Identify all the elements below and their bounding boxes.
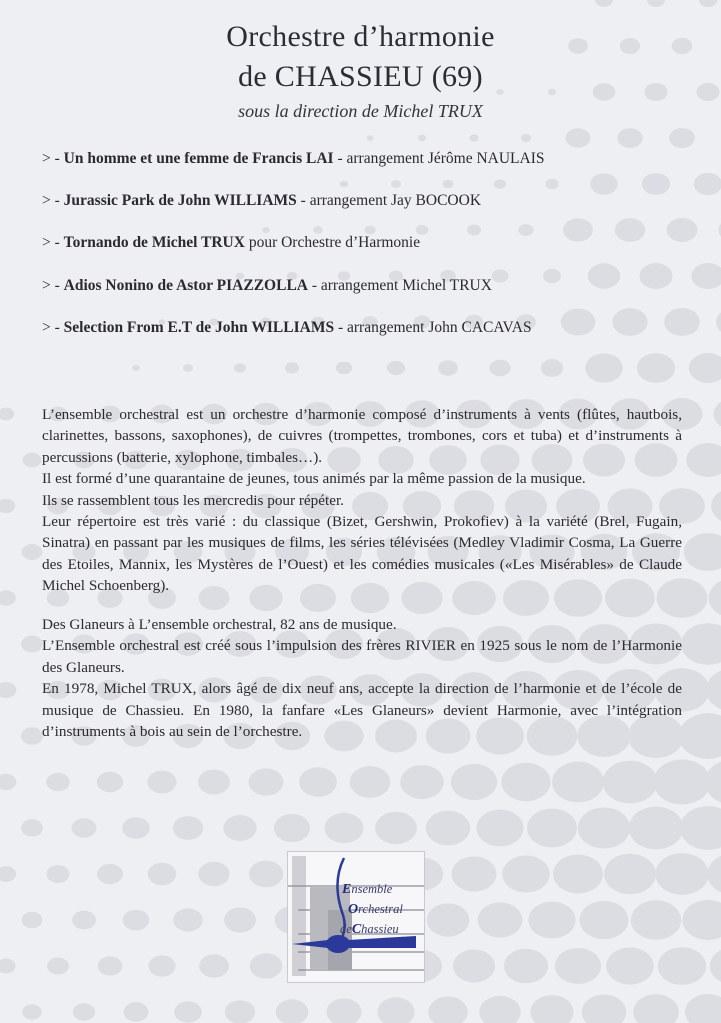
background-dot: [22, 544, 42, 560]
background-dot: [73, 1003, 95, 1020]
program-item: > - Jurassic Park de John WILLIAMS - arrangement Jay BOCOOK: [42, 192, 482, 209]
background-dot: [528, 902, 575, 939]
background-dot: [655, 853, 708, 895]
background-dot: [679, 713, 721, 759]
background-dot: [710, 947, 721, 985]
background-dot: [603, 761, 658, 804]
background-dot: [467, 225, 481, 236]
background-dot: [699, 0, 717, 7]
history-paragraph: En 1978, Michel TRUX, alors âgé de dix neuf ans, accepte la direction de l’harmonie et de l’école de musique de Chassieu. En 1980, la fanfare «Les Glaneurs» devient Harmonie, avec l’intégration d’instruments à bois au sein de l’orchestre.: [42, 680, 682, 741]
background-dot: [588, 263, 621, 288]
background-dot: [476, 810, 523, 847]
background-dot: [489, 360, 510, 377]
background-dot: [442, 180, 453, 189]
background-dot: [501, 763, 550, 801]
background-dot: [46, 865, 69, 883]
background-dot: [664, 308, 700, 336]
background-dot: [0, 499, 15, 513]
background-dot: [336, 362, 352, 375]
background-dot: [418, 135, 426, 141]
background-dot: [313, 226, 323, 233]
background-dot: [629, 807, 684, 850]
background-dot: [46, 773, 70, 791]
background-dot: [563, 218, 593, 241]
background-dot: [590, 173, 618, 195]
background-dot: [367, 135, 374, 140]
background-dot: [350, 766, 391, 798]
background-dot: [276, 999, 309, 1023]
logo-text-line1: Ensemble: [342, 882, 393, 897]
logo-text-line3: deChassieu: [340, 922, 399, 937]
background-dot: [0, 682, 16, 698]
background-dot: [97, 772, 123, 793]
background-dot: [469, 134, 478, 141]
program-item: > - Selection From E.T de John WILLIAMS - arrangement John CACAVAS: [42, 319, 532, 336]
background-dot: [685, 994, 721, 1023]
background-dot: [340, 181, 348, 188]
background-dot: [23, 453, 42, 468]
background-dot: [714, 398, 721, 430]
background-dot: [543, 269, 561, 283]
background-dot: [680, 806, 721, 850]
description-paragraph: Ils se rassemblent tous les mercredis pour répéter.: [42, 491, 344, 509]
background-dot: [707, 853, 721, 895]
background-dot: [647, 0, 665, 7]
description-block: [42, 404, 682, 597]
background-dot: [451, 764, 497, 800]
background-dot: [47, 957, 69, 974]
program-item: > - Tornando de Michel TRUX pour Orchestre d’Harmonie: [42, 234, 421, 251]
background-dot: [0, 866, 16, 882]
background-dot: [426, 811, 470, 846]
description-paragraph: Il est formé d’une quarantaine de jeunes, tous animés par la même passion de la musique.: [42, 470, 586, 488]
background-dot: [518, 224, 533, 236]
background-dot: [198, 769, 230, 794]
background-dot: [639, 263, 672, 289]
background-dot: [124, 1002, 149, 1022]
background-dot: [595, 0, 613, 7]
background-dot: [566, 128, 591, 147]
background-dot: [527, 808, 577, 847]
background-dot: [653, 760, 710, 805]
history-block: [42, 614, 682, 742]
background-dot: [0, 590, 16, 605]
background-dot: [21, 727, 43, 744]
background-dot: [580, 901, 629, 939]
background-dot: [262, 227, 270, 233]
background-dot: [147, 771, 176, 794]
background-dot: [174, 1001, 202, 1023]
background-dot: [325, 813, 364, 843]
background-dot: [694, 173, 721, 195]
background-dot: [553, 855, 603, 894]
background-dot: [684, 533, 721, 571]
background-dot: [504, 949, 548, 984]
description-paragraph: L’ensemble orchestral est un orchestre d’harmonie composé d’instruments à vents (flûtes, hautbois, clarinettes, bassons, saxophones), de cuivres (trompettes, trombones, cors et tuba) et d’instruments à percussions (batterie, xylophone, timbales…).: [42, 406, 682, 466]
background-dot: [148, 955, 175, 976]
background-dot: [183, 364, 193, 372]
background-dot: [658, 947, 706, 985]
background-dot: [452, 856, 497, 891]
background-dot: [561, 308, 596, 335]
background-dot: [555, 948, 601, 984]
background-dot: [642, 173, 670, 195]
background-dot: [686, 443, 721, 477]
background-dot: [478, 902, 523, 937]
background-dot: [681, 623, 721, 665]
background-dot: [274, 814, 310, 842]
background-dot: [541, 359, 564, 377]
background-dot: [234, 363, 246, 372]
background-dot: [123, 910, 150, 931]
background-dot: [479, 996, 520, 1023]
background-dot: [631, 900, 681, 939]
background-dot: [502, 855, 549, 892]
background-dot: [709, 578, 721, 618]
background-dot: [521, 134, 531, 142]
background-dot: [224, 907, 256, 932]
background-dot: [617, 128, 642, 148]
logo-text-line2: Orchestral: [348, 902, 403, 917]
background-dot: [249, 861, 283, 888]
subtitle-conductor: sous la direction de Michel TRUX: [238, 101, 483, 121]
background-dot: [585, 353, 622, 382]
background-dot: [615, 218, 645, 242]
page-title-line1: Orchestre d’harmonie: [226, 20, 495, 53]
program-item: > - Un homme et une femme de Francis LAI - arrangement Jérôme NAULAIS: [42, 150, 545, 167]
background-dot: [530, 995, 573, 1023]
description-paragraph: Leur répertoire est très varié : du classique (Bizet, Gershwin, Prokofiev) à la variété (Brel, Fugain, Sinatra) en passant par les musiques de films, les séries télévisées (Medley Vladimir Cosma, La Guerre des Etoiles, Mannix, les Mystères de l’Ouest) et les comédies musicales («Les Misérables» de Claude Michel Schoenberg).: [42, 513, 682, 595]
background-dot: [691, 263, 721, 289]
background-dot: [604, 854, 656, 895]
background-dot: [97, 864, 123, 884]
program-item: > - Adios Nonino de Astor PIAZZOLLA - arrangement Michel TRUX: [42, 277, 492, 294]
background-dot: [453, 949, 495, 982]
background-dot: [612, 308, 647, 336]
background-dot: [637, 353, 675, 383]
background-dot: [494, 179, 506, 189]
background-dot: [326, 998, 361, 1023]
background-dot: [606, 947, 653, 984]
background-dot: [689, 353, 721, 383]
background-dot: [173, 816, 203, 840]
background-dot: [22, 1004, 42, 1019]
background-dot: [21, 636, 43, 653]
background-dot: [299, 767, 337, 797]
background-dot: [545, 179, 558, 189]
background-dot: [706, 668, 721, 712]
background-dot: [72, 818, 97, 837]
background-dot: [711, 488, 721, 524]
background-dot: [21, 819, 43, 836]
background-dot: [682, 900, 721, 940]
background-dot: [132, 365, 139, 371]
page-title-line2: de CHASSIEU (69): [238, 60, 483, 93]
history-paragraph: Des Glaneurs à L’ensemble orchestral, 82 ans de musique.: [42, 616, 397, 633]
background-dot: [391, 180, 401, 188]
background-dot: [225, 1000, 255, 1023]
background-dot: [633, 994, 679, 1023]
background-dot: [21, 912, 42, 929]
background-dot: [669, 128, 695, 148]
background-dot: [250, 953, 282, 978]
ensemble-logo: [287, 851, 425, 983]
background-dot: [427, 903, 470, 936]
background-dot: [716, 308, 721, 336]
background-dot: [400, 765, 443, 799]
background-dot: [98, 956, 123, 975]
background-dot: [173, 909, 202, 932]
background-dot: [705, 759, 721, 805]
background-dot: [148, 863, 177, 885]
background-dot: [377, 997, 414, 1023]
background-dot: [667, 218, 698, 242]
background-dot: [285, 362, 299, 373]
background-dot: [198, 862, 229, 887]
background-dot: [72, 911, 96, 930]
background-dot: [438, 360, 458, 376]
background-dot: [199, 954, 229, 977]
background-dot: [249, 768, 284, 795]
background-dot: [375, 812, 417, 845]
background-dot: [223, 815, 256, 841]
history-paragraph: L’Ensemble orchestral est créé sous l’impulsion des frères RIVIER en 1925 sous le nom de l’Harmonie des Glaneurs.: [42, 637, 682, 676]
background-dot: [578, 807, 630, 848]
background-dot: [582, 995, 627, 1023]
background-dot: [387, 361, 405, 375]
background-dot: [492, 269, 509, 282]
background-dot: [0, 959, 16, 974]
background-dot: [0, 774, 16, 790]
background-dot: [552, 762, 604, 803]
background-dot: [428, 997, 467, 1023]
background-dot: [122, 817, 150, 839]
background-dot: [0, 408, 14, 421]
